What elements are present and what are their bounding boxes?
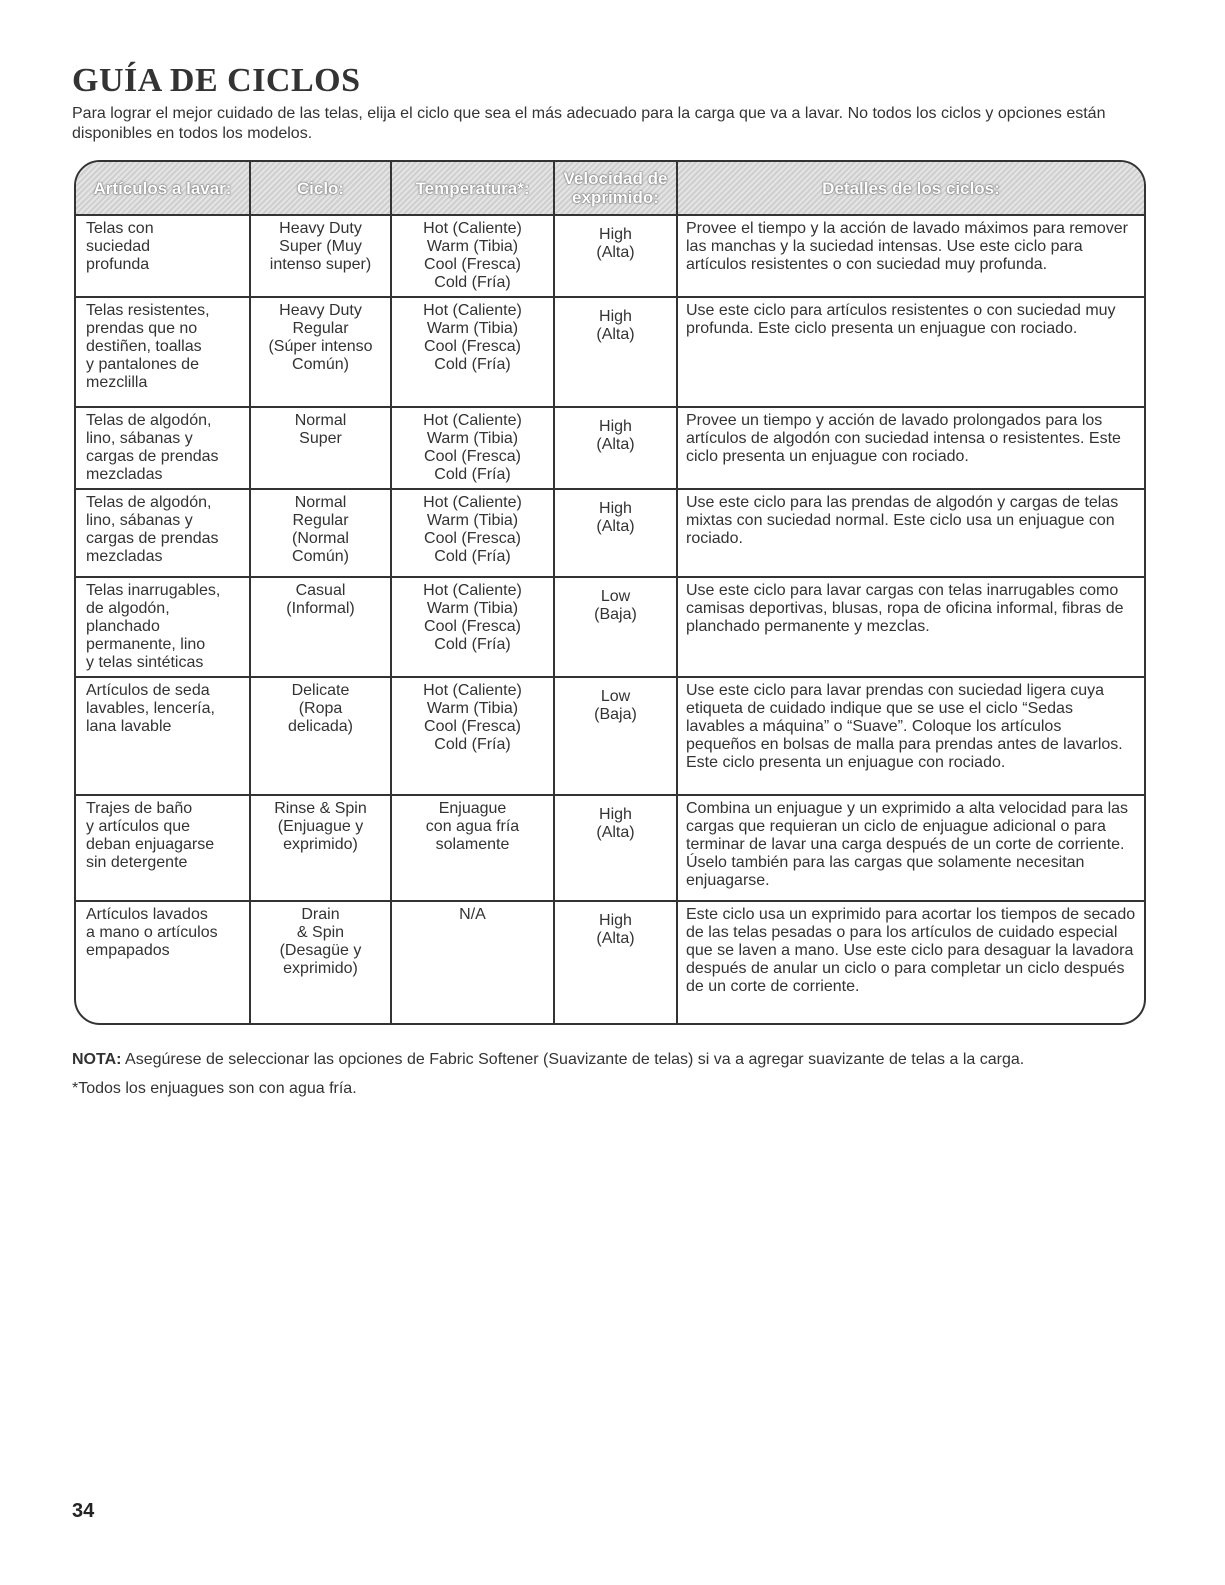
cell-cycle: Casual (Informal): [250, 577, 391, 677]
cell-cycle: Heavy Duty Super (Muy intenso super): [250, 215, 391, 297]
cell-details: Este ciclo usa un exprimido para acortar los tiempos de secado de las telas pesadas o para los artículos de cuidado especial que se laven a mano. Use este ciclo para desaguar la lavadora después de anular un ciclo o para completar un ciclo después de un corte de corriente.: [677, 901, 1144, 1023]
cell-items: Artículos de seda lavables, lencería, lana lavable: [76, 677, 250, 795]
cell-speed: High (Alta): [554, 297, 677, 407]
cell-cycle: Normal Super: [250, 407, 391, 489]
cell-speed: High (Alta): [554, 795, 677, 901]
cell-temperature: Hot (Caliente) Warm (Tibia) Cool (Fresca) Cold (Fría): [391, 215, 554, 297]
intro-paragraph: Para lograr el mejor cuidado de las telas, elija el ciclo que sea el más adecuado para la carga que va a lavar. No todos los ciclos y opciones están disponibles en todos los modelos.: [72, 105, 1106, 142]
cell-items: Telas inarrugables, de algodón, planchado permanente, lino y telas sintéticas: [76, 577, 250, 677]
cell-temperature: Hot (Caliente) Warm (Tibia) Cool (Fresca) Cold (Fría): [391, 677, 554, 795]
footnote: *Todos los enjuagues son con agua fría.: [72, 1080, 357, 1097]
cell-items: Telas resistentes, prendas que no destiñen, toallas y pantalones de mezclilla: [76, 297, 250, 407]
cell-cycle: Delicate (Ropa delicada): [250, 677, 391, 795]
table-row: [76, 489, 1144, 577]
cell-details: Use este ciclo para lavar cargas con telas inarrugables como camisas deportivas, blusas, ropa de oficina informal, fibras de planchado permanente y mezclas.: [677, 577, 1144, 677]
cell-details: Provee un tiempo y acción de lavado prolongados para los artículos de algodón con suciedad intensa o resistentes. Este ciclo presenta un enjuague con rociado.: [677, 407, 1144, 489]
cell-items: Telas con suciedad profunda: [76, 215, 250, 297]
cell-cycle: Heavy Duty Regular (Súper intenso Común): [250, 297, 391, 407]
cell-cycle: Rinse & Spin (Enjuague y exprimido): [250, 795, 391, 901]
cell-temperature: Hot (Caliente) Warm (Tibia) Cool (Fresca) Cold (Fría): [391, 577, 554, 677]
table-row: [76, 795, 1144, 901]
cell-speed: High (Alta): [554, 407, 677, 489]
note-text: Asegúrese de seleccionar las opciones de Fabric Softener (Suavizante de telas) si va a agregar suavizante de telas a la carga.: [121, 1051, 1025, 1068]
cell-details: Combina un enjuague y un exprimido a alta velocidad para las cargas que requieran un ciclo de enjuague adicional o para terminar de lavar una carga después de un corte de corriente. Úselo también para las cargas que solamente necesitan enjuagarse.: [677, 795, 1144, 901]
cell-temperature: Hot (Caliente) Warm (Tibia) Cool (Fresca) Cold (Fría): [391, 297, 554, 407]
header-items: Artículos a lavar:: [76, 162, 250, 215]
cell-details: Use este ciclo para las prendas de algodón y cargas de telas mixtas con suciedad normal. Este ciclo usa un enjuague con rociado.: [677, 489, 1144, 577]
cell-items: Artículos lavados a mano o artículos empapados: [76, 901, 250, 1023]
cell-temperature: N/A: [391, 901, 554, 1023]
header-details: Detalles de los ciclos:: [677, 162, 1144, 215]
page-title: GUÍA DE CICLOS: [72, 62, 361, 99]
cell-temperature: Hot (Caliente) Warm (Tibia) Cool (Fresca) Cold (Fría): [391, 489, 554, 577]
table-row: [76, 407, 1144, 489]
table-row: [76, 901, 1144, 1023]
table-row: [76, 297, 1144, 407]
header-cycle: Ciclo:: [250, 162, 391, 215]
cell-items: Telas de algodón, lino, sábanas y cargas de prendas mezcladas: [76, 489, 250, 577]
cell-items: Trajes de baño y artículos que deban enjuagarse sin detergente: [76, 795, 250, 901]
cell-details: Use este ciclo para artículos resistentes o con suciedad muy profunda. Este ciclo presenta un enjuague con rociado.: [677, 297, 1144, 407]
header-temperature: Temperatura*:: [391, 162, 554, 215]
cell-temperature: Hot (Caliente) Warm (Tibia) Cool (Fresca) Cold (Fría): [391, 407, 554, 489]
cell-speed: Low (Baja): [554, 677, 677, 795]
header-spin-speed: Velocidad de exprimido:: [554, 162, 677, 215]
cell-details: Provee el tiempo y la acción de lavado máximos para remover las manchas y la suciedad intensas. Use este ciclo para artículos resistentes o con suciedad muy profunda.: [677, 215, 1144, 297]
cycle-guide-table: [74, 160, 1146, 1025]
table-row: [76, 215, 1144, 297]
cell-speed: High (Alta): [554, 489, 677, 577]
table-row: [76, 677, 1144, 795]
table-header-row: [76, 162, 1144, 215]
cell-temperature: Enjuague con agua fría solamente: [391, 795, 554, 901]
note-paragraph: [72, 1050, 1172, 1070]
page-number: 34: [72, 1500, 95, 1522]
cell-items: Telas de algodón, lino, sábanas y cargas de prendas mezcladas: [76, 407, 250, 489]
cell-speed: High (Alta): [554, 901, 677, 1023]
cell-speed: Low (Baja): [554, 577, 677, 677]
cell-speed: High (Alta): [554, 215, 677, 297]
cell-cycle: Drain & Spin (Desagüe y exprimido): [250, 901, 391, 1023]
cell-cycle: Normal Regular (Normal Común): [250, 489, 391, 577]
table-row: [76, 577, 1144, 677]
note-label: NOTA:: [72, 1051, 122, 1068]
cell-details: Use este ciclo para lavar prendas con suciedad ligera cuya etiqueta de cuidado indique que se use el ciclo “Sedas lavables a máquina” o “Suave”. Coloque los artículos pequeños en bolsas de malla para prendas antes de lavarlos. Este ciclo presenta un enjuague con rociado.: [677, 677, 1144, 795]
